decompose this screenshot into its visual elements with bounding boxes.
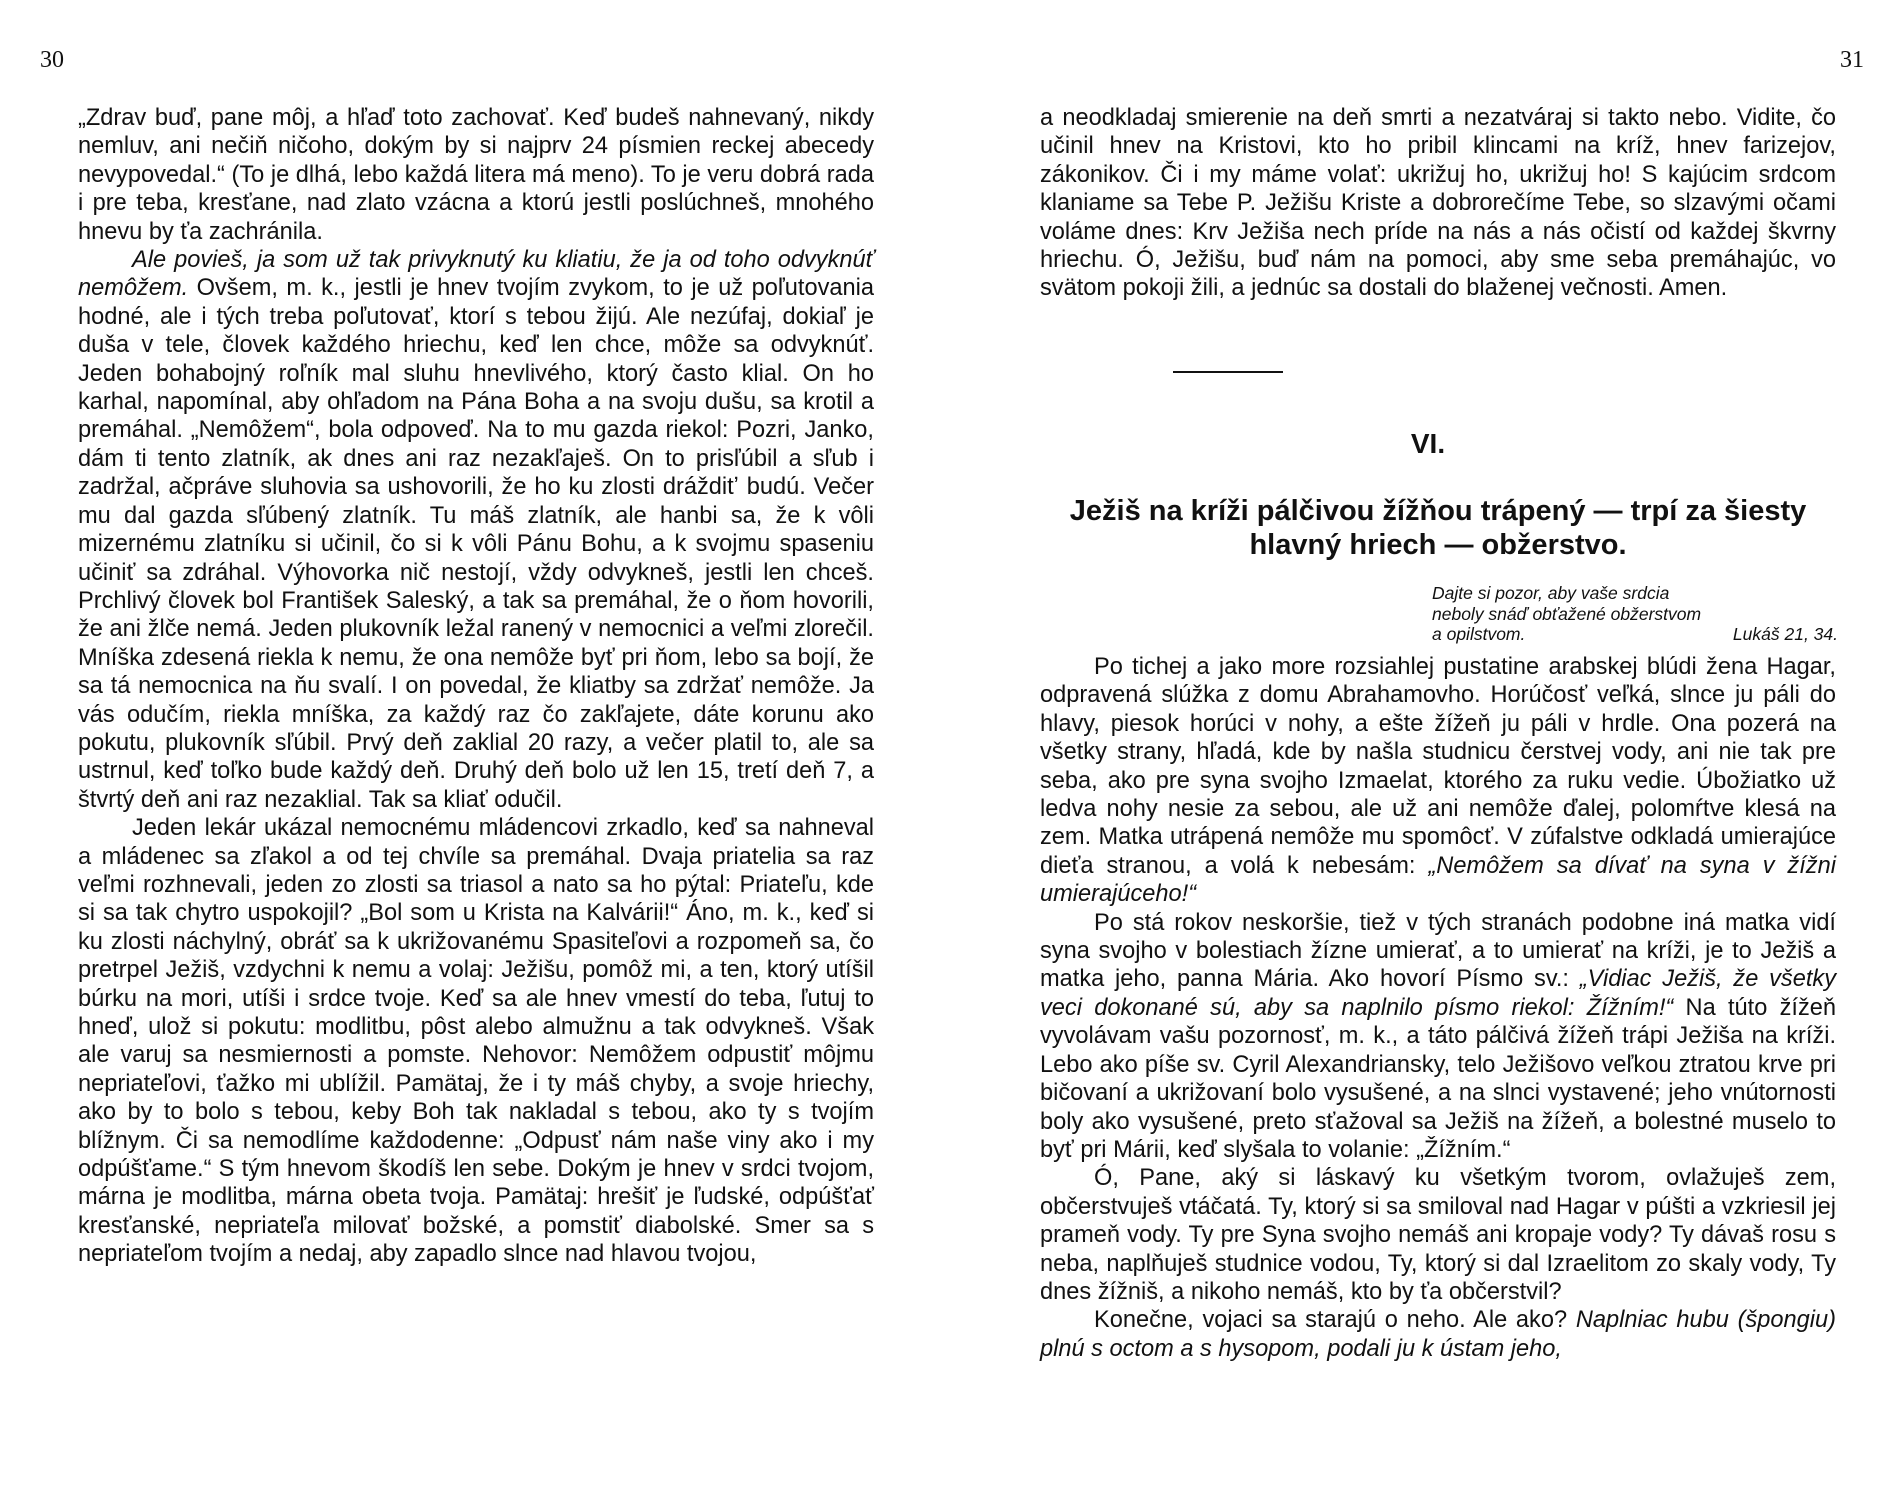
italic-quote: Ale povieš, ja som už tak privyknutý ku kliatiu, že ja od toho odvyknúť nemôžem. <box>78 247 874 302</box>
italic-quote: „Vidiac Ježiš, že všetky veci dokonané sú, aby sa naplnilo písmo riekol: Žížním!“ <box>1040 966 1836 1021</box>
chapter-title: Ježiš na kríži pálčivou žížňou trápený — trpí za šiesty hlavný hriech — obžerstvo. <box>1069 495 1807 561</box>
paragraph-text: Ovšem, m. k., jestli je hnev tvojím zvykom, to je už poľutovania hodné, ale i tých treba poľutovať, ktorí s tebou žijú. Ale nezúfaj, dokiaľ je duša v tele, človek každého hriechu, keď len chce, môže sa odvyknúť. Jeden bohabojný roľník mal sluhu hnevlivého, ktorý často klial. On ho karhal, napomínal, aby ohľadom na Pána Boha a na svoju dušu, sa krotil a premáhal. „Nemôžem“, bola odpoveď. Na to mu gazda riekol: Pozri, Janko, dám ti tento zlatník, ak dnes ani raz nezakľaješ. On to prisľúbil a sľub i zadržal, ačpráve sluhovia sa ushovorili, že ho ku zlosti drážditʼ budú. Večer mu dal gazda sľúbený zlatník. Tu máš zlatník, ale hanbi sa, že k vôli mizernému zlatníku si učinil, čo si k vôli Pánu Bohu, a k svojmu spaseniu učiniť sa zdráhal. Výhovorka nič nestojí, vždy odvykneš, jestli len chceš. Prchlivý človek bol František Saleský, a tak sa premáhal, že o ňom hovorili, že ani žlče nemá. Jeden plukovník ležal ranený v nemocnici a veľmi zlorečil. Mníška zdesená riekla k nemu, že ona nemôže byť pri ňom, lebo sa bojí, že sa tá nemocnica na ňu svalí. I on povedal, že kliatby sa zdržať nemôže. Ja vás odučím, riekla mníška, za každý raz čo zakľajete, dáte korunu ako pokutu, plukovník sľúbil. Prvý deň zaklial 20 razy, a večer platil to, ale sa ustrnul, keď toľko bude každý deň. Druhý deň bolo už len 15, tretí deň 7, a štvrtý deň ani raz nezaklial. Tak sa kliať odučil. <box>78 275 874 813</box>
section-divider <box>1173 371 1283 373</box>
right-page <box>952 0 1904 1500</box>
page-number-right: 31 <box>1840 47 1864 73</box>
chapter-number: VI. <box>1410 428 1446 459</box>
paragraph-text: Na túto žížeň vyvolávam vašu pozornosť, m. k., a táto pálčivá žížeň trápi Ježiša na kríži. Lebo ako píše sv. Cyril Alexandriansky, telo Ježišovo veľkou ztratou krve pri bičovaní a ukrižovaní bolo vysušené, a na slnci vystavené; jeho vnútornosti boly ako vysušené, preto sťažoval sa Ježiš na žížeň, a bolestné muselo to byť pri Márii, keď slyšala to volanie: „Žížním.“ <box>1040 994 1836 1163</box>
paragraph-text: Po tichej a jako more rozsiahlej pustatine arabskej blúdi žena Hagar, odpravená slúžka z domu Abrahamovho. Horúčosť veľká, slnce ju páli do hlavy, piesok horúci v nohy, a ešte žížeň ju páli v hrdle. Ona pozerá na všetky strany, hľadá, kde by našla studnicu čerstvej vody, ani nie tak pre seba, ako pre syna svojho Izmaelat, ktorého za ruku vedie. Úbožiatko už ledva nohy nesie za sebou, ale už ani nemôže ďalej, polomŕtve klesá na zem. Matka utrápená nemôže mu spomôcť. V zúfalstve odkladá umierajúce dieťa stranou, a volá k nebesám: <box>1040 654 1836 879</box>
right-column-top-text <box>1040 104 1836 303</box>
paragraph: Jeden lekár ukázal nemocnému mládencovi zrkadlo, keď sa nahneval a mládenec sa zľakol a od tej chvíle sa premáhal. Dvaja priatelia sa raz veľmi rozhnevali, jeden zo zlosti sa triasol a nato sa ho pýtal: Priateľu, kde si sa tak chytro uspokojil? „Bol som u Krista na Kalvárii!“ Áno, m. k., keď si ku zlosti náchylný, obráť sa k ukrižovanému Spasiteľovi a rozpomeň sa, čo pretrpel Ježiš, vzdychni k nemu a volaj: Ježišu, pomôž mi, a ten, ktorý utíšil búrku na mori, utíši i srdce tvoje. Keď sa ale hnev vmestí do teba, ľutuj to hneď, ulož si pokutu: modlitbu, pôst alebo almužnu a tak odvykneš. Však ale varuj sa nesmiernosti a pomste. Nehovor: Nemôžem odpustiť môjmu nepriateľovi, ťažko mi ublížil. Pamätaj, že i ty máš chyby, a svoje hriechy, ako by to bolo s tebou, keby Boh tak nakladal s tebou, ako ty s tvojím blížnym. Či sa nemodlíme každodenne: „Odpusť nám naše viny ako i my odpúšťame.“ S tým hnevom škodíš len sebe. Dokým je hnev v srdci tvojom, márna je modlitba, márna obeta tvoja. Pamätaj: hrešiť je ľudské, odpúšťať kresťanské, nepriateľa milovať božské, a pomstiť diabolské. Smer sa s nepriateľom tvojím a nedaj, aby zapadlo slnce nad hlavou tvojou, <box>78 815 874 1268</box>
page-number-left: 30 <box>40 47 64 73</box>
paragraph-text: Po stá rokov neskoršie, tiež v tých stranách podobne iná matka vidí syna svojho v bolestiach žízne umierať, a to umierať na kríži, je to Ježiš a matka jeho, panna Mária. Ako hovorí Písmo sv.: <box>1040 909 1836 993</box>
left-column-text <box>78 104 874 1269</box>
italic-quote: Naplniac hubu (špongiu) plnú s octom a s hysopom, podali ju k ústam jeho, <box>1040 1307 1836 1362</box>
paragraph: Ó, Pane, aký si láskavý ku všetkým tvorom, ovlažuješ zem, občerstvuješ vtáčatá. Ty, ktorý si sa smiloval nad Hagar v púšti a vzkriesil jej prameň vody. Ty pre Syna svojho nemáš ani kropaje vody? Ty dávaš rosu s neba, naplňuješ studnice vodou, Ty, ktorý si dal Izraelitom zo skaly vody, Ty dnes žížniš, a nikoho nemáš, kto by ťa občerstvil? <box>1040 1165 1836 1305</box>
paragraph <box>78 246 874 814</box>
epigraph-line <box>1432 624 1838 645</box>
epigraph-reference: Lukáš 21, 34. <box>1732 624 1838 644</box>
paragraph: a neodkladaj smierenie na deň smrti a nezatváraj si takto nebo. Vidite, čo učinil hnev na Kristovi, kto ho pribil klincami na kríž, hnev farizejov, zákonikov. Či i my máme volať: ukrižuj ho, ukrižuj ho! S kajúcim srdcom klaniame sa Tebe P. Ježišu Kriste a dobrorečíme Tebe, so slzavými očami voláme dnes: Krv Ježiša nech príde na nás a nás očistí od každej škvrny hriechu. Ó, Ježišu, buď nám na pomoci, aby sme seba premáhajúc, vo svätom pokoji žili, a jednúc sa dostali do blaženej večnosti. Amen. <box>1040 105 1836 302</box>
epigraph-text: a opilstvom. <box>1432 624 1526 644</box>
epigraph-line: Dajte si pozor, aby vaše srdcia <box>1432 583 1670 603</box>
epigraph-line: neboly snáď obťažené obžerstvom <box>1432 603 1702 624</box>
paragraph-text: Konečne, vojaci sa starajú o neho. Ale ako? <box>1094 1307 1576 1334</box>
epigraph <box>1432 583 1838 645</box>
paragraph: „Zdrav buď, pane môj, a hľaď toto zachovať. Keď budeš nahnevaný, nikdy nemluv, ani nečiň ničoho, dokým by si najprv 24 písmien reckej abecedy nevypovedal.“ (To je dlhá, lebo každá litera má meno). To je veru dobrá rada i pre teba, kresťane, nad zlato vzácna a ktorú jestli poslúchneš, mnohého hnevu by ťa zachránila. <box>78 105 874 245</box>
italic-quote: „Nemôžem sa dívať na syna v žížni umierajúceho!“ <box>1040 852 1836 908</box>
